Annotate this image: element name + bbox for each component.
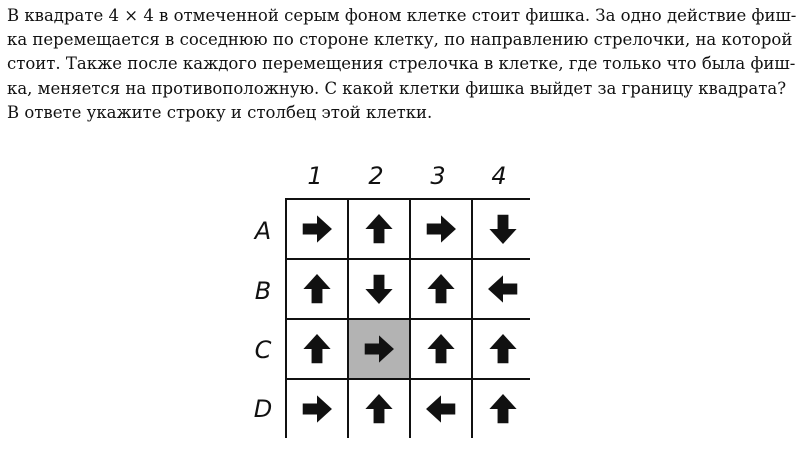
up-arrow-icon [486, 392, 520, 426]
grid-cell [287, 200, 347, 258]
grid-cell [411, 260, 471, 318]
grid-cell [473, 320, 533, 378]
problem-statement [7, 4, 795, 125]
up-arrow-icon [424, 332, 458, 366]
down-arrow-icon [362, 272, 396, 306]
up-arrow-icon [362, 392, 396, 426]
column-label: 3 [430, 162, 446, 190]
grid-cell [287, 260, 347, 318]
grid-cell [411, 200, 471, 258]
problem-line: В ответе укажите строку и столбец этой клетки. [7, 102, 433, 122]
problem-line: ка, меняется на противоположную. С какой клетки фишка выйдет за границу квадрата? [7, 78, 787, 98]
grid-cell [411, 380, 471, 438]
row-label: C [254, 336, 272, 364]
row-label: B [254, 277, 272, 305]
up-arrow-icon [486, 332, 520, 366]
grid-cell [473, 200, 533, 258]
right-arrow-icon [300, 212, 334, 246]
column-label: 1 [307, 162, 323, 190]
left-arrow-icon [424, 392, 458, 426]
right-arrow-icon [362, 332, 396, 366]
up-arrow-icon [362, 212, 396, 246]
row-label: A [254, 217, 272, 245]
column-label: 2 [368, 162, 384, 190]
grid-cell [473, 380, 533, 438]
grid-cell [349, 200, 409, 258]
up-arrow-icon [424, 272, 458, 306]
arrow-grid [285, 198, 530, 438]
grid-cell [287, 320, 347, 378]
grid-cell [411, 320, 471, 378]
problem-line: стоит. Также после каждого перемещения стрелочка в клетке, где только что была фиш- [7, 54, 796, 74]
right-arrow-icon [424, 212, 458, 246]
grid-cell [473, 260, 533, 318]
row-label: D [253, 395, 273, 423]
grid-cell [349, 380, 409, 438]
right-arrow-icon [300, 392, 334, 426]
grid-cell [349, 260, 409, 318]
left-arrow-icon [486, 272, 520, 306]
problem-line: ка перемещается в соседнюю по стороне клетку, по направлению стрелочки, на которой [7, 30, 793, 50]
grid-cell [287, 380, 347, 438]
problem-line: В квадрате 4 × 4 в отмеченной серым фоном клетке стоит фишка. За одно действие фиш- [7, 6, 797, 25]
marked-grid-cell [349, 320, 409, 378]
column-label: 4 [491, 162, 507, 190]
up-arrow-icon [300, 332, 334, 366]
up-arrow-icon [300, 272, 334, 306]
down-arrow-icon [486, 212, 520, 246]
